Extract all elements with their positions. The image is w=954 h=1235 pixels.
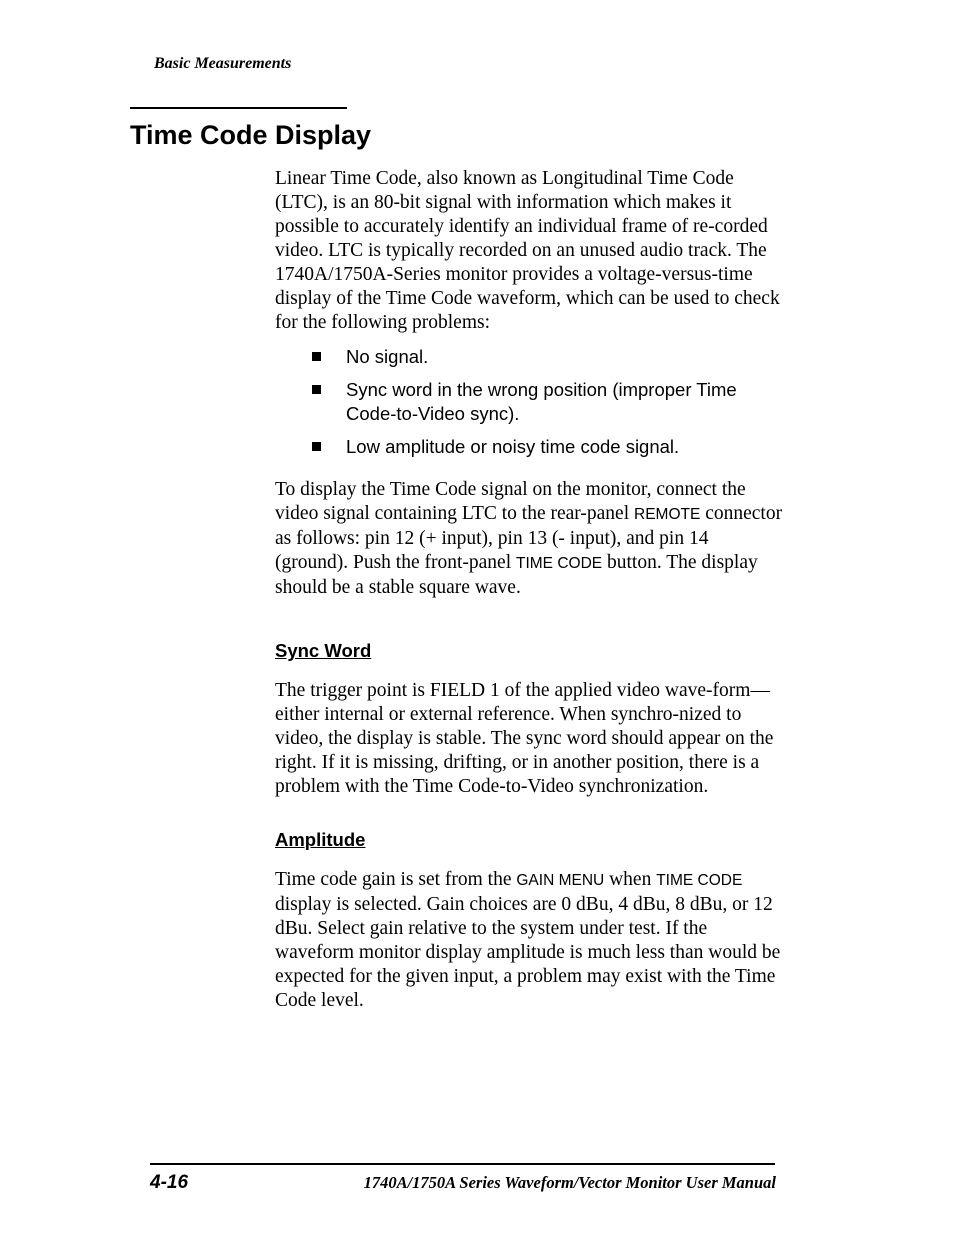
connect-text-1: To display the Time Code signal on the monitor, connect the video signal containing LTC to the rear-panel [275, 479, 746, 524]
page-title: Time Code Display [130, 120, 372, 150]
amplitude-paragraph [275, 868, 785, 1013]
connect-paragraph [275, 478, 785, 600]
manual-title: 1740A/1750A Series Waveform/Vector Monitor User Manual [363, 1173, 776, 1192]
list-item [275, 435, 785, 459]
list-item-text: No signal. [346, 346, 429, 367]
list-item-text: Low amplitude or noisy time code signal. [346, 436, 680, 457]
connect-text-2: connector as follows: pin 12 (+ input), pin 13 (- input), and pin 14 (ground). Push the front-panel [275, 503, 783, 573]
amplitude-text-2: when [604, 869, 657, 890]
amplitude-text-3: display is selected. Gain choices are 0 dBu, 4 dBu, 8 dBu, or 12 dBu. Select gain relative to the system under test. If the waveform monitor display amplitude is much less than would be expected for the given input, a problem may exist with the Time Code level. [275, 894, 781, 1011]
remote-label: REMOTE [634, 506, 701, 523]
problem-list [275, 345, 785, 459]
square-bullet-icon [312, 352, 321, 361]
page-number: 4-16 [150, 1172, 189, 1193]
body-column [275, 167, 785, 1013]
time-code-label: TIME CODE [656, 872, 743, 889]
list-item [275, 345, 785, 369]
amplitude-heading: Amplitude [275, 829, 366, 850]
title-rule [130, 107, 347, 109]
running-head: Basic Measurements [154, 55, 292, 72]
connect-text-3: button. The display should be a stable square wave. [275, 552, 758, 598]
sync-word-paragraph: The trigger point is FIELD 1 of the applied video wave-form—either internal or external reference. When synchro-nized to video, the display is stable. The sync word should appear on the right. If it is missing, drifting, or in another position, there is a problem with the Time Code-to-Video synchronization. [275, 680, 774, 797]
footer-rule [150, 1163, 775, 1165]
time-code-label: TIME CODE [516, 555, 603, 572]
sync-word-heading: Sync Word [275, 640, 372, 661]
gain-menu-label: GAIN MENU [516, 872, 605, 889]
square-bullet-icon [312, 385, 321, 394]
square-bullet-icon [312, 442, 321, 451]
list-item-text: Sync word in the wrong position (improper Time Code-to-Video sync). [346, 379, 737, 424]
amplitude-text-1: Time code gain is set from the [275, 869, 517, 890]
list-item [275, 378, 785, 426]
intro-paragraph: Linear Time Code, also known as Longitudinal Time Code (LTC), is an 80-bit signal with information which makes it possible to accurately identify an individual frame of re-corded video. LTC is typically recorded on an unused audio track. The 1740A/1750A-Series monitor provides a voltage-versus-time display of the Time Code waveform, which can be used to check for the following problems: [275, 168, 780, 333]
